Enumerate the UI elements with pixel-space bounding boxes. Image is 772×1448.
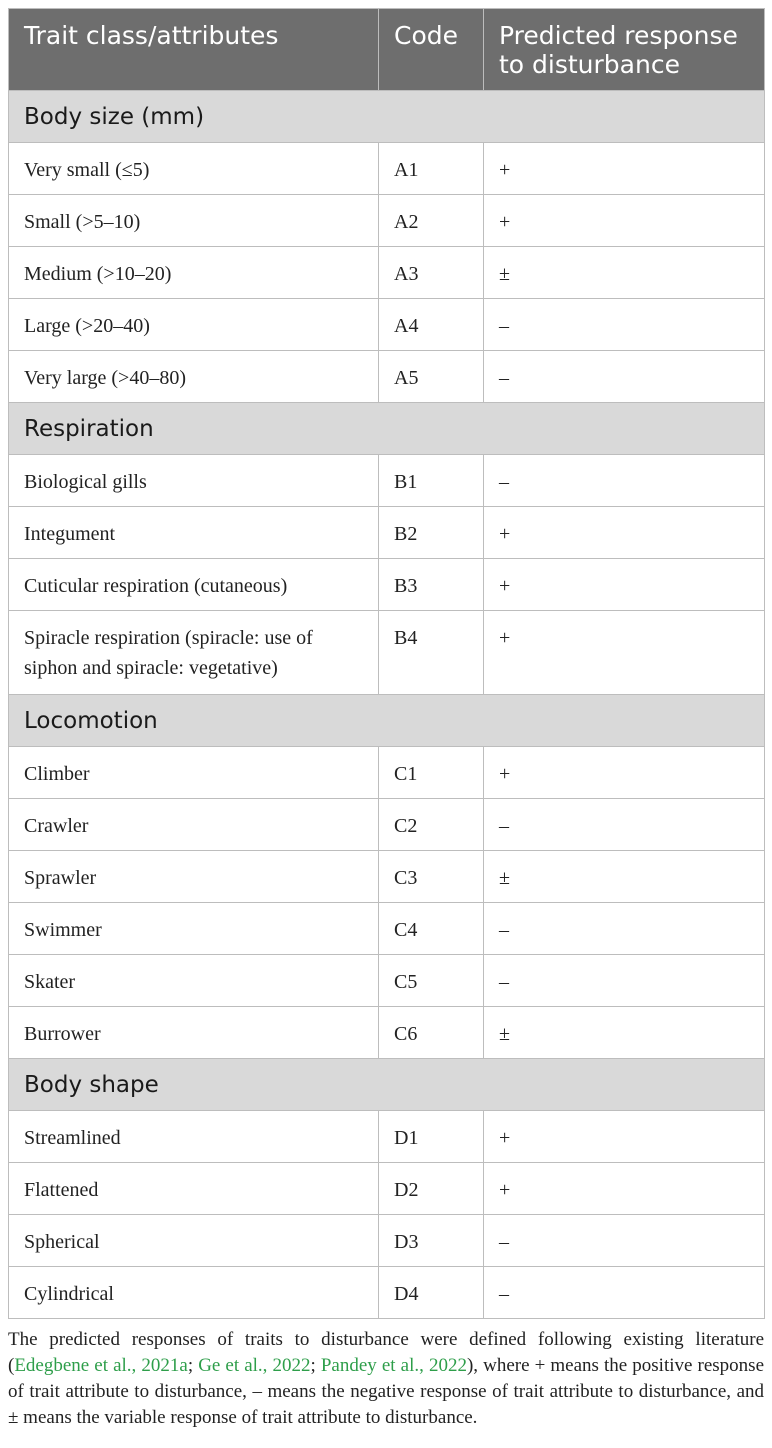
code-cell: D1 [379, 1111, 484, 1163]
code-cell: C4 [379, 903, 484, 955]
attribute-cell: Cylindrical [9, 1267, 379, 1319]
table-row [9, 299, 765, 351]
table-container [8, 8, 764, 1319]
response-cell: ± [484, 1007, 765, 1059]
table-row [9, 1163, 765, 1215]
attribute-cell: Biological gills [9, 455, 379, 507]
table-row [9, 507, 765, 559]
code-cell: D3 [379, 1215, 484, 1267]
table-row [9, 955, 765, 1007]
group-title: Body shape [9, 1059, 765, 1111]
code-cell: A5 [379, 351, 484, 403]
group-row-body-size [9, 91, 765, 143]
code-cell: C6 [379, 1007, 484, 1059]
table-row [9, 247, 765, 299]
code-cell: B2 [379, 507, 484, 559]
code-cell: B1 [379, 455, 484, 507]
code-cell: A1 [379, 143, 484, 195]
table-row [9, 1215, 765, 1267]
attribute-cell: Large (>20–40) [9, 299, 379, 351]
table-row [9, 851, 765, 903]
code-cell: A3 [379, 247, 484, 299]
reference-link-ge[interactable]: Ge et al., 2022 [198, 1355, 311, 1376]
header-row [9, 9, 765, 91]
table-row [9, 611, 765, 695]
code-cell: C5 [379, 955, 484, 1007]
code-cell: A4 [379, 299, 484, 351]
response-cell: – [484, 903, 765, 955]
table-row [9, 195, 765, 247]
table-row [9, 799, 765, 851]
group-title: Respiration [9, 403, 765, 455]
table-footnote [8, 1327, 764, 1431]
code-cell: C3 [379, 851, 484, 903]
reference-link-pandey[interactable]: Pandey et al., 2022 [320, 1355, 467, 1376]
attribute-cell: Streamlined [9, 1111, 379, 1163]
response-cell: + [484, 195, 765, 247]
response-cell: + [484, 507, 765, 559]
attribute-cell: Climber [9, 747, 379, 799]
attribute-cell: Burrower [9, 1007, 379, 1059]
table-row [9, 351, 765, 403]
attribute-cell: Very small (≤5) [9, 143, 379, 195]
code-cell: A2 [379, 195, 484, 247]
footnote-text-before: The predicted responses of traits to disturbance were defined following existing literature ( [8, 1329, 764, 1376]
table-row [9, 1267, 765, 1319]
code-cell: B4 [379, 611, 484, 695]
response-cell: + [484, 1163, 765, 1215]
table-body [9, 91, 765, 1319]
response-cell: + [484, 559, 765, 611]
header-predicted-response: Predicted response to disturbance [484, 9, 765, 91]
attribute-cell: Cuticular respiration (cutaneous) [9, 559, 379, 611]
response-cell: – [484, 455, 765, 507]
trait-table [8, 8, 765, 1319]
attribute-cell: Small (>5–10) [9, 195, 379, 247]
response-cell: – [484, 1215, 765, 1267]
code-cell: D4 [379, 1267, 484, 1319]
code-cell: C1 [379, 747, 484, 799]
response-cell: ± [484, 851, 765, 903]
footnote-text-after: ), where + means the positive response of trait attribute to disturbance, – means the negative response of trait attribute to disturbance, and ± means the variable response of trait attribute to disturbance. [8, 1355, 765, 1428]
table-row [9, 143, 765, 195]
table-row [9, 559, 765, 611]
response-cell: – [484, 351, 765, 403]
attribute-cell: Sprawler [9, 851, 379, 903]
table-row [9, 903, 765, 955]
attribute-cell: Swimmer [9, 903, 379, 955]
response-cell: ± [484, 247, 765, 299]
attribute-cell: Crawler [9, 799, 379, 851]
group-row-locomotion [9, 695, 765, 747]
footnote-separator: ; [310, 1355, 321, 1376]
group-title: Body size (mm) [9, 91, 765, 143]
footnote-separator: ; [187, 1355, 199, 1376]
attribute-cell: Very large (>40–80) [9, 351, 379, 403]
table-row [9, 747, 765, 799]
attribute-cell: Medium (>10–20) [9, 247, 379, 299]
response-cell: + [484, 143, 765, 195]
group-row-respiration [9, 403, 765, 455]
group-title: Locomotion [9, 695, 765, 747]
response-cell: – [484, 1267, 765, 1319]
table-row [9, 1111, 765, 1163]
table-row [9, 455, 765, 507]
attribute-cell: Integument [9, 507, 379, 559]
response-cell: – [484, 299, 765, 351]
header-trait-class: Trait class/attributes [9, 9, 379, 91]
group-row-body-shape [9, 1059, 765, 1111]
table-header [9, 9, 765, 91]
table-row [9, 1007, 765, 1059]
reference-link-edegbene[interactable]: Edegbene et al., 2021a [14, 1355, 188, 1376]
attribute-cell: Skater [9, 955, 379, 1007]
response-cell: – [484, 799, 765, 851]
attribute-cell: Flattened [9, 1163, 379, 1215]
code-cell: D2 [379, 1163, 484, 1215]
attribute-cell: Spiracle respiration (spiracle: use of siphon and spiracle: vegetative) [9, 611, 379, 695]
code-cell: C2 [379, 799, 484, 851]
header-code: Code [379, 9, 484, 91]
response-cell: – [484, 955, 765, 1007]
response-cell: + [484, 611, 765, 695]
code-cell: B3 [379, 559, 484, 611]
response-cell: + [484, 747, 765, 799]
response-cell: + [484, 1111, 765, 1163]
attribute-cell: Spherical [9, 1215, 379, 1267]
